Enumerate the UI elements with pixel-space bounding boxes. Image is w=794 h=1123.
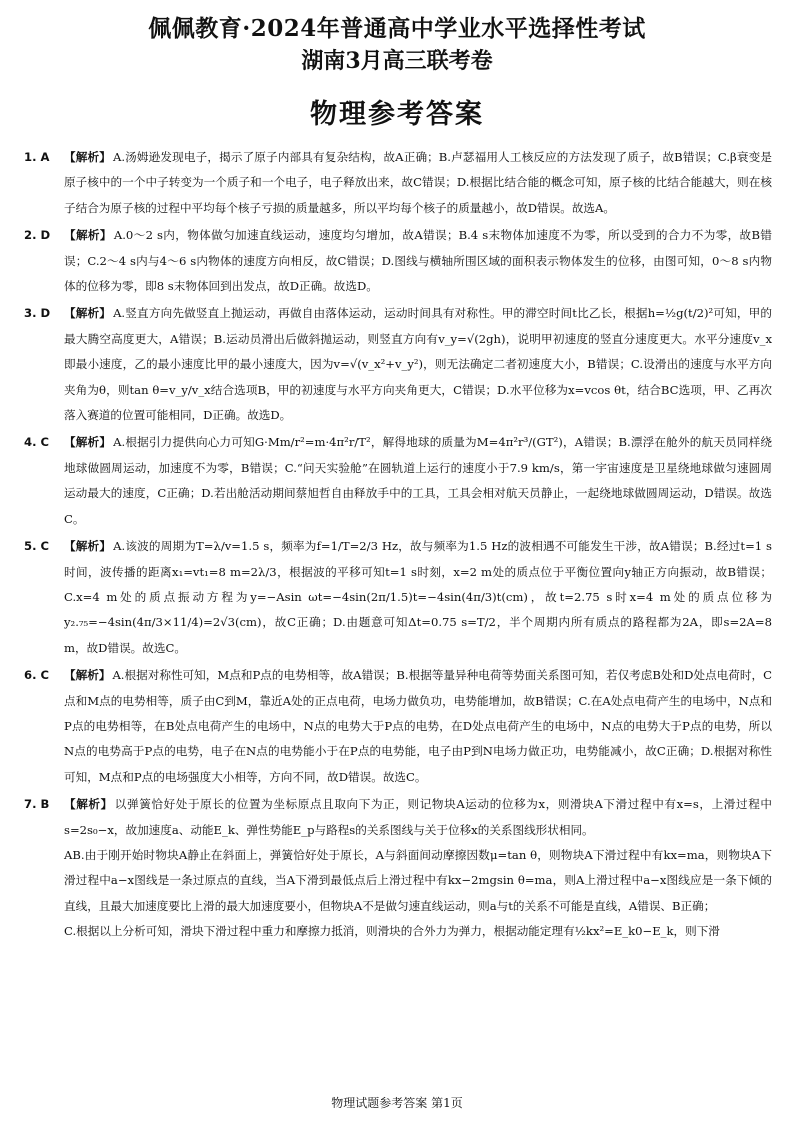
- answer-text: 【解析】 A.根据对称性可知，M点和P点的电势相等，故A错误；B.根据等量异种电荷等势面关系图可知，若仅考虑B处和D处点电荷时，C点和M点的电势相等，质子由C到M，靠近A处的正点电荷，电场力做负功，电势能增加，故B错误；C.在A处点电荷产生的电场中，N点和P点的电势相等，在B处点电荷产生的电场中，N点的电势大于P点的电势，在D处点电荷产生的电场中，N点的电势大于P点的电势，所以N点的电势高于P点的电势，电子在N点的电势能小于在P点的电势能，电子由P到N电场力做正功，电势能减小，故C正确；D.根据对称性可知，M点和P点的电场强度大小相等，方向不同，故D错误。故选C。: [64, 668, 772, 784]
- answer-text: 【解析】 A.该波的周期为T=λ/v=1.5 s，频率为f=1/T=2/3 Hz，故与频率为1.5 Hz的波相遇不可能发生干涉，故A错误；B.经过t=1 s时间，波传播的距离x₁=vt₁=8 m=2λ/3，根据波的平移可知t=1 s时刻，x=2 m处的质点位于平衡位置向y轴正方向振动，故B错误；C.x=4 m处的质点振动方程为y=−Asin ωt=−4sin(2π/1.5)t=−4sin(4π/3)t(cm)，故t=2.75 s时x=4 m处的质点位移为y₂.₇₅=−4sin(4π/3×11/4)=2√3(cm)，故C正确；D.由题意可知Δt=0.75 s=T/2，半个周期内所有质点的路程都为2A，即s=2A=8 m，故D错误。故选C。: [64, 539, 772, 655]
- answer-number: 7. B: [24, 797, 50, 812]
- answer-number: 1. A: [24, 150, 50, 164]
- answer-number: 2. D: [24, 228, 51, 243]
- answers-list: [24, 145, 772, 947]
- answer-number: 5. C: [24, 539, 50, 554]
- exam-header-line2: 湖南3月高三联考卷: [301, 48, 493, 74]
- answer-item-3: [24, 301, 772, 428]
- answer-number: 4. C: [24, 435, 50, 450]
- analysis-tag: 【解析】: [64, 539, 112, 554]
- answer-subparagraph-ab: AB.由于刚开始时物块A静止在斜面上，弹簧恰好处于原长，A与斜面间动摩擦因数μ=tan θ，则物块A下滑过程中有kx=ma，则物块A下滑过程中a−x图线是一条过原点的直线，当A下滑到最低点后上滑过程中有kx−2mgsin θ=ma，则A上滑过程中a−x图线应是一条下倾的直线，且最大加速度要比上滑的最大加速度要小，但物块A不是做匀速直线运动，则a与t的关系不可能是直线，A错误、B正确；: [64, 847, 772, 913]
- analysis-tag: 【解析】: [64, 228, 112, 243]
- page-title: 物理参考答案: [310, 99, 484, 130]
- answer-item-1: [24, 145, 772, 221]
- answer-text: 【解析】 A.0～2 s内，物体做匀加速直线运动，速度均匀增加，故A错误；B.4 s末物体加速度不为零，所以受到的合力不为零，故B错误；C.2～4 s内与4～6 s内物体的速度方向相反，故C错误；D.图线与横轴所围区域的面积表示物体发生的位移，由图可知，0～8 s内物体的位移为零，即8 s末物体回到出发点，故D正确。故选D。: [64, 228, 772, 294]
- answer-item-6: [24, 663, 772, 790]
- answer-item-7: [24, 792, 772, 944]
- answer-text: 【解析】 以弹簧恰好处于原长的位置为坐标原点且取向下为正，则记物块A运动的位移为x，则滑块A下滑过程中有x=s，上滑过程中s=2s₀−x，故加速度a、动能E_k、弹性势能E_p与路程s的关系图线与关于位移x的关系图线形状相同。: [64, 797, 772, 837]
- answer-number: 3. D: [24, 306, 51, 321]
- answer-item-2: [24, 223, 772, 299]
- answer-subparagraph-c: C.根据以上分析可知，滑块下滑过程中重力和摩擦力抵消，则滑块的合外力为弹力，根据动能定理有½kx²=E_k0−E_k，则下滑: [64, 924, 720, 939]
- analysis-tag: 【解析】: [64, 668, 111, 683]
- page-footer: 物理试题参考答案 第1页: [331, 1096, 463, 1110]
- answer-item-5: [24, 534, 772, 661]
- exam-header-line1: 佩佩教育·2024年普通高中学业水平选择性考试: [148, 15, 646, 42]
- answer-text: 【解析】 A.汤姆逊发现电子，揭示了原子内部具有复杂结构，故A正确；B.卢瑟福用人工核反应的方法发现了质子，故B错误；C.β衰变是原子核中的一个中子转变为一个质子和一个电子，电子释放出来，故C错误；D.根据比结合能的概念可知，原子核的比结合能越大，则在核子结合为原子核的过程中平均每个核子亏损的质量越多，所以平均每个核子的质量越小，故D错误。故选A。: [64, 150, 772, 215]
- answer-item-4: [24, 430, 772, 532]
- answer-number: 6. C: [24, 668, 50, 683]
- analysis-tag: 【解析】: [64, 306, 112, 321]
- answer-text: 【解析】 A.竖直方向先做竖直上抛运动，再做自由落体运动，运动时间具有对称性。甲的滞空时间t比乙长，根据h=½g(t/2)²可知，甲的最大腾空高度更大，A错误；B.运动员滑出后做斜抛运动，则竖直方向有v_y=√(2gh)，说明甲初速度的竖直分速度更大。水平分速度v_x即最小速度，乙的最小速度比甲的最小速度大，因为v=√(v_x²+v_y²)，则无法确定二者初速度大小，B错误；C.设滑出的速度与水平方向夹角为θ，则tan θ=v_y/v_x结合选项B，甲的初速度与水平方向夹角更大，C错误；D.水平位移为x=vcos θt，结合BC选项，甲、乙再次落入赛道的位置可能相同，D正确。故选D。: [64, 306, 772, 423]
- analysis-tag: 【解析】: [64, 797, 113, 812]
- analysis-tag: 【解析】: [64, 150, 111, 164]
- analysis-tag: 【解析】: [64, 435, 112, 450]
- answer-text: 【解析】 A.根据引力提供向心力可知G·Mm/r²=m·4π²r/T²，解得地球的质量为M=4π²r³/(GT²)，A错误；B.漂浮在舱外的航天员同样绕地球做圆周运动，加速度不为零，B错误；C.“问天实验舱”在圆轨道上运行的速度小于7.9 km/s，第一宇宙速度是卫星绕地球做匀速圆周运动最大的速度，C正确；D.若出舱活动期间蔡旭哲自由释放手中的工具，工具会相对航天员静止，一起绕地球做圆周运动，D错误。故选C。: [64, 435, 772, 526]
